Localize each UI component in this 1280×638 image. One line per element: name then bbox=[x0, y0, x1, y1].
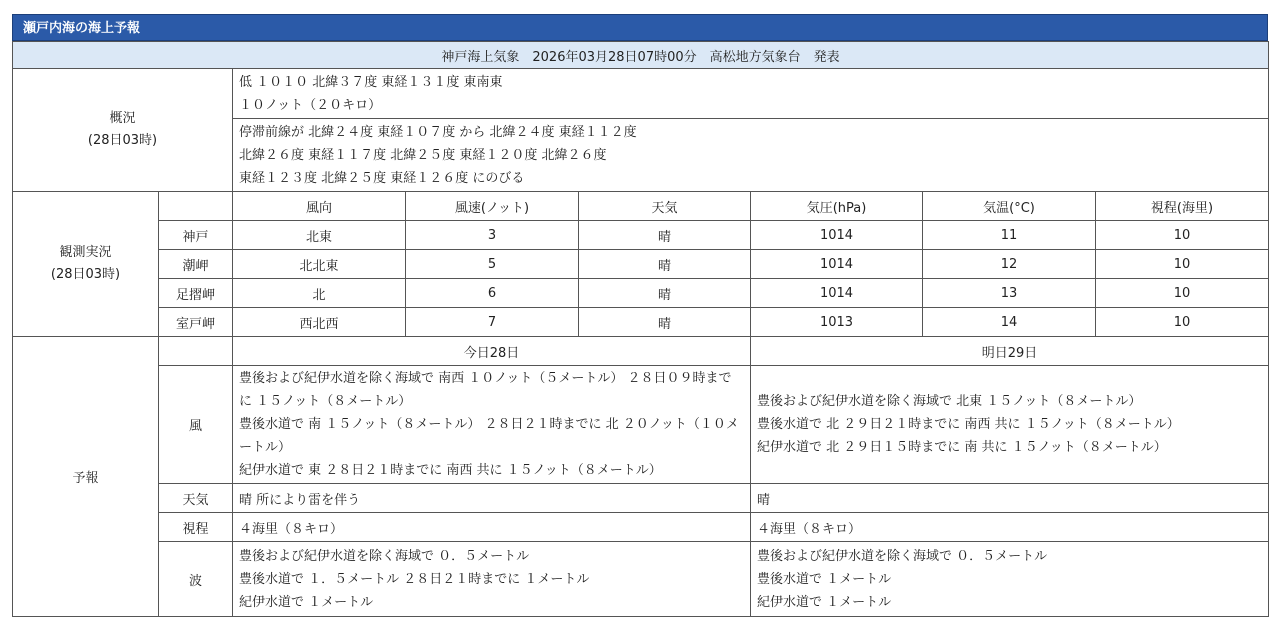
column-header: 風速(ノット) bbox=[406, 192, 579, 221]
issue-header-row bbox=[13, 42, 1269, 69]
wave-label: 波 bbox=[159, 542, 233, 617]
gaikyo-line: １０ノット（２０キロ） bbox=[239, 97, 382, 113]
gaikyo-low-pressure bbox=[233, 69, 1269, 119]
forecast-line: 豊後および紀伊水道を除く海域で 北東 １５ノット（８メートル） bbox=[757, 394, 1142, 409]
station-name: 室戸岬 bbox=[159, 308, 233, 337]
yoho-wave-row bbox=[13, 542, 1269, 617]
temperature: 11 bbox=[923, 221, 1096, 250]
gaikyo-line: 東経１２３度 北緯２５度 東経１２６度 にのびる bbox=[239, 170, 525, 186]
weather-label: 天気 bbox=[159, 484, 233, 513]
weather: 晴 bbox=[579, 250, 751, 279]
forecast-line: 豊後および紀伊水道を除く海域で 南西 １０ノット（５メートル） ２８日０９時までに １５ノット（８メートル） bbox=[239, 371, 732, 409]
wind-speed: 5 bbox=[406, 250, 579, 279]
forecast-line: 豊後および紀伊水道を除く海域で ０．５メートル bbox=[239, 548, 530, 564]
forecast-line: 紀伊水道で 北 ２９日１５時までに 南 共に １５ノット（８メートル） bbox=[757, 440, 1167, 455]
wind-speed: 3 bbox=[406, 221, 579, 250]
wind-direction: 西北西 bbox=[233, 308, 406, 337]
forecast-line: 豊後水道で １メートル bbox=[757, 571, 892, 587]
yoho-wind-row bbox=[13, 366, 1269, 484]
station-name: 神戸 bbox=[159, 221, 233, 250]
yoho-visibility-row bbox=[13, 513, 1269, 542]
station-name: 潮岬 bbox=[159, 250, 233, 279]
temperature: 12 bbox=[923, 250, 1096, 279]
gaikyo-line: 停滞前線が 北緯２４度 東経１０７度 から 北緯２４度 東経１１２度 bbox=[239, 124, 637, 140]
wind-label: 風 bbox=[159, 366, 233, 484]
forecast-line: 紀伊水道で 東 ２８日２１時までに 南西 共に １５ノット（８メートル） bbox=[239, 463, 662, 478]
wind-direction: 北北東 bbox=[233, 250, 406, 279]
pressure: 1014 bbox=[751, 250, 923, 279]
gaikyo-label-cell bbox=[13, 69, 233, 192]
column-header: 風向 bbox=[233, 192, 406, 221]
forecast-line: 紀伊水道で １メートル bbox=[239, 594, 374, 610]
wind-day2 bbox=[751, 366, 1269, 484]
weather: 晴 bbox=[579, 279, 751, 308]
gaikyo-line: 低 １０１０ 北緯３７度 東経１３１度 東南東 bbox=[239, 74, 503, 90]
forecast-line: 豊後水道で １．５メートル ２８日２１時までに １メートル bbox=[239, 571, 590, 587]
gaikyo-time: (28日03時) bbox=[87, 133, 158, 148]
page-title: 瀬戸内海の海上予報 bbox=[12, 14, 1268, 41]
visibility-label: 視程 bbox=[159, 513, 233, 542]
column-header: 天気 bbox=[579, 192, 751, 221]
visibility: 10 bbox=[1096, 221, 1269, 250]
temperature: 13 bbox=[923, 279, 1096, 308]
yoho-label: 予報 bbox=[13, 337, 159, 617]
column-header: 気圧(hPa) bbox=[751, 192, 923, 221]
temperature: 14 bbox=[923, 308, 1096, 337]
pressure: 1014 bbox=[751, 221, 923, 250]
visibility: 10 bbox=[1096, 279, 1269, 308]
visibility-day1: ４海里（８キロ） bbox=[233, 513, 751, 542]
yoho-day-header-row bbox=[13, 337, 1269, 366]
wind-speed: 6 bbox=[406, 279, 579, 308]
kansoku-corner bbox=[159, 192, 233, 221]
kansoku-label: 観測実況 bbox=[59, 245, 112, 260]
forecast-line: 豊後および紀伊水道を除く海域で ０．５メートル bbox=[757, 548, 1048, 564]
kansoku-time: (28日03時) bbox=[50, 267, 121, 282]
wind-day1 bbox=[233, 366, 751, 484]
column-header: 視程(海里) bbox=[1096, 192, 1269, 221]
table-row bbox=[13, 250, 1269, 279]
forecast-line: 紀伊水道で １メートル bbox=[757, 594, 892, 610]
forecast-line: 豊後水道で 南 １５ノット（８メートル） ２８日２１時までに 北 ２０ノット（１０メートル） bbox=[239, 417, 739, 455]
weather-day2: 晴 bbox=[751, 484, 1269, 513]
visibility: 10 bbox=[1096, 308, 1269, 337]
wind-speed: 7 bbox=[406, 308, 579, 337]
table-row bbox=[13, 308, 1269, 337]
forecast-line: 豊後水道で 北 ２９日２１時までに 南西 共に １５ノット（８メートル） bbox=[757, 417, 1180, 432]
pressure: 1014 bbox=[751, 279, 923, 308]
weather: 晴 bbox=[579, 221, 751, 250]
wave-day1 bbox=[233, 542, 751, 617]
forecast-table bbox=[12, 41, 1269, 617]
table-row bbox=[13, 221, 1269, 250]
gaikyo-row-1 bbox=[13, 69, 1269, 119]
forecast-panel bbox=[12, 14, 1268, 617]
weather-day1: 晴 所により雷を伴う bbox=[233, 484, 751, 513]
day2-header: 明日29日 bbox=[751, 337, 1269, 366]
issue-header: 神戸海上気象 2026年03月28日07時00分 高松地方気象台 発表 bbox=[13, 42, 1269, 69]
kansoku-header-row bbox=[13, 192, 1269, 221]
pressure: 1013 bbox=[751, 308, 923, 337]
kansoku-label-cell bbox=[13, 192, 159, 337]
yoho-corner bbox=[159, 337, 233, 366]
wind-direction: 北 bbox=[233, 279, 406, 308]
column-header: 気温(°C) bbox=[923, 192, 1096, 221]
visibility-day2: ４海里（８キロ） bbox=[751, 513, 1269, 542]
day1-header: 今日28日 bbox=[233, 337, 751, 366]
wave-day2 bbox=[751, 542, 1269, 617]
wind-direction: 北東 bbox=[233, 221, 406, 250]
station-name: 足摺岬 bbox=[159, 279, 233, 308]
weather: 晴 bbox=[579, 308, 751, 337]
yoho-weather-row bbox=[13, 484, 1269, 513]
table-row bbox=[13, 279, 1269, 308]
gaikyo-front bbox=[233, 119, 1269, 192]
gaikyo-line: 北緯２６度 東経１１７度 北緯２５度 東経１２０度 北緯２６度 bbox=[239, 147, 607, 163]
gaikyo-label: 概況 bbox=[109, 111, 136, 126]
visibility: 10 bbox=[1096, 250, 1269, 279]
